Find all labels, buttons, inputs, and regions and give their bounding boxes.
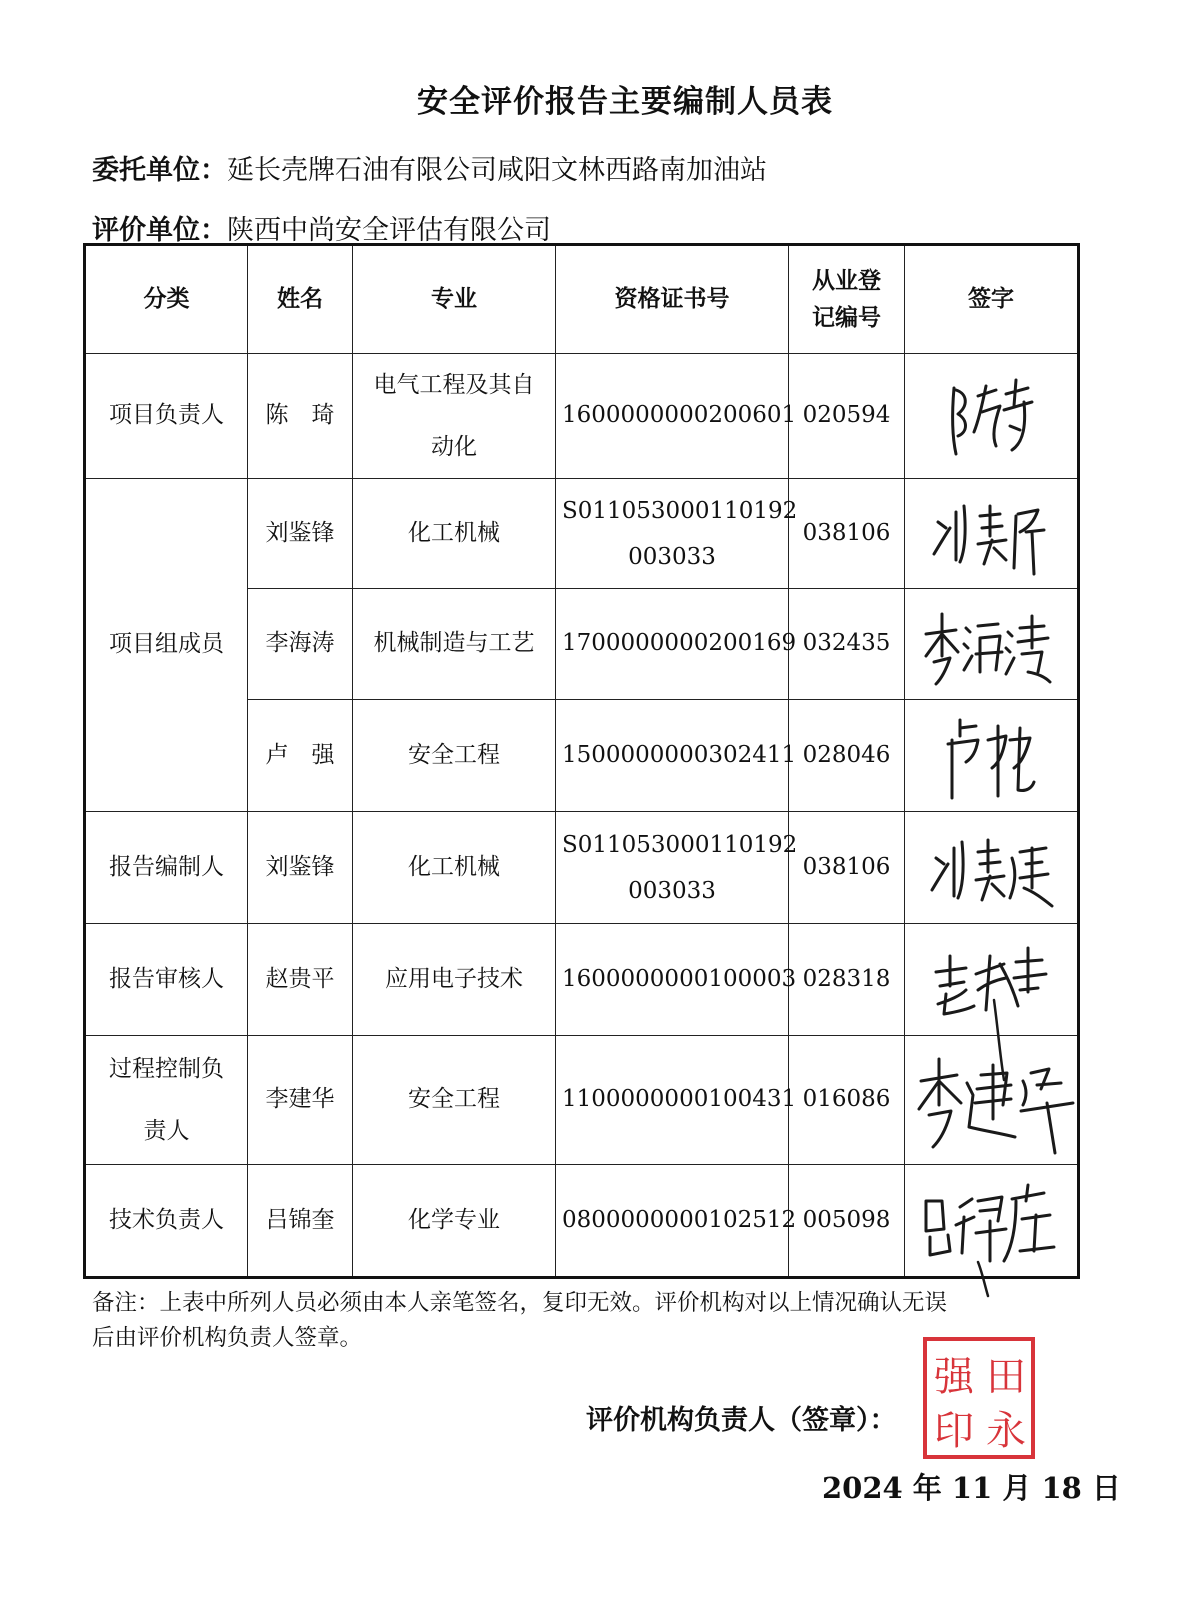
cell-category: 项目负责人 (85, 354, 248, 479)
cell-cert-line1: S011053000110192 (562, 831, 798, 858)
cell-cert-line1: S011053000110192 (562, 497, 798, 524)
cell-category: 报告编制人 (85, 812, 248, 924)
client-label: 委托单位： (92, 155, 227, 186)
client-value: 延长壳牌石油有限公司咸阳文林西路南加油站 (227, 155, 767, 186)
cell-major-line2: 动化 (431, 434, 477, 461)
seal-char: 印 (934, 1408, 974, 1454)
cell-reg: 016086 (789, 1036, 905, 1165)
cell-cert: 1100000000100431 (556, 1036, 789, 1165)
cell-category: 项目组成员 (85, 479, 248, 812)
cell-major-line1: 电气工程及其自 (373, 372, 535, 398)
cell-cert: 1700000000200169 (556, 589, 789, 700)
cell-reg: 028046 (789, 700, 905, 812)
cell-name: 李建华 (248, 1036, 353, 1165)
cell-name: 吕锦奎 (248, 1165, 353, 1278)
cell-name: 刘鉴锋 (248, 812, 353, 924)
cell-cert-line2: 003033 (628, 543, 716, 570)
cell-reg: 038106 (789, 812, 905, 924)
cell-name: 赵贵平 (248, 924, 353, 1036)
header-reg-line1: 从业登 (812, 266, 881, 294)
seal-char: 强 (934, 1354, 974, 1400)
cell-name: 李海涛 (248, 589, 353, 700)
cell-major: 应用电子技术 (353, 924, 556, 1036)
seal-char: 田 (986, 1354, 1026, 1400)
cell-cert-line2: 003033 (628, 877, 716, 904)
cell-name: 卢 强 (248, 700, 353, 812)
cell-reg: 020594 (789, 354, 905, 479)
cell-name: 刘鉴锋 (248, 479, 353, 589)
document-date: 2024 年 11 月 18 日 (822, 1471, 1121, 1505)
evaluator-value: 陕西中尚安全评估有限公司 (227, 215, 551, 246)
cell-cert: 1600000000100003 (556, 924, 789, 1036)
header-reg-line2: 记编号 (812, 303, 881, 331)
cell-category: 技术负责人 (85, 1165, 248, 1278)
cell-reg: 005098 (789, 1165, 905, 1278)
header-name: 姓名 (248, 245, 353, 354)
signatory-label: 评价机构负责人（签章）： (586, 1405, 897, 1436)
header-signature: 签字 (905, 245, 1079, 354)
cell-major: 安全工程 (353, 700, 556, 812)
cell-major: 化学专业 (353, 1165, 556, 1278)
cell-category-line1: 过程控制负 (109, 1056, 224, 1083)
cell-reg: 032435 (789, 589, 905, 700)
cell-major: 安全工程 (353, 1036, 556, 1165)
cell-category: 报告审核人 (85, 924, 248, 1036)
cell-reg: 038106 (789, 479, 905, 589)
cell-major: 机械制造与工艺 (353, 589, 556, 700)
cell-major: 化工机械 (353, 812, 556, 924)
seal-char: 永 (986, 1408, 1026, 1454)
header-cert: 资格证书号 (556, 245, 789, 354)
header-category: 分类 (85, 245, 248, 354)
evaluator-label: 评价单位： (92, 215, 227, 246)
cell-reg: 028318 (789, 924, 905, 1036)
seal-stamp-icon (922, 1336, 1036, 1460)
cell-cert: 0800000000102512 (556, 1165, 789, 1278)
cell-category-line2: 责人 (143, 1118, 190, 1145)
header-major: 专业 (353, 245, 556, 354)
cell-name: 陈 琦 (248, 354, 353, 479)
page-title: 安全评价报告主要编制人员表 (417, 84, 833, 120)
cell-major: 化工机械 (353, 479, 556, 589)
remarks-line1: 备注：上表中所列人员必须由本人亲笔签名，复印无效。评价机构对以上情况确认无误 (92, 1290, 948, 1316)
cell-cert: 1600000000200601 (556, 354, 789, 479)
cell-cert: 1500000000302411 (556, 700, 789, 812)
remarks-line2: 后由评价机构负责人签章。 (92, 1324, 363, 1351)
